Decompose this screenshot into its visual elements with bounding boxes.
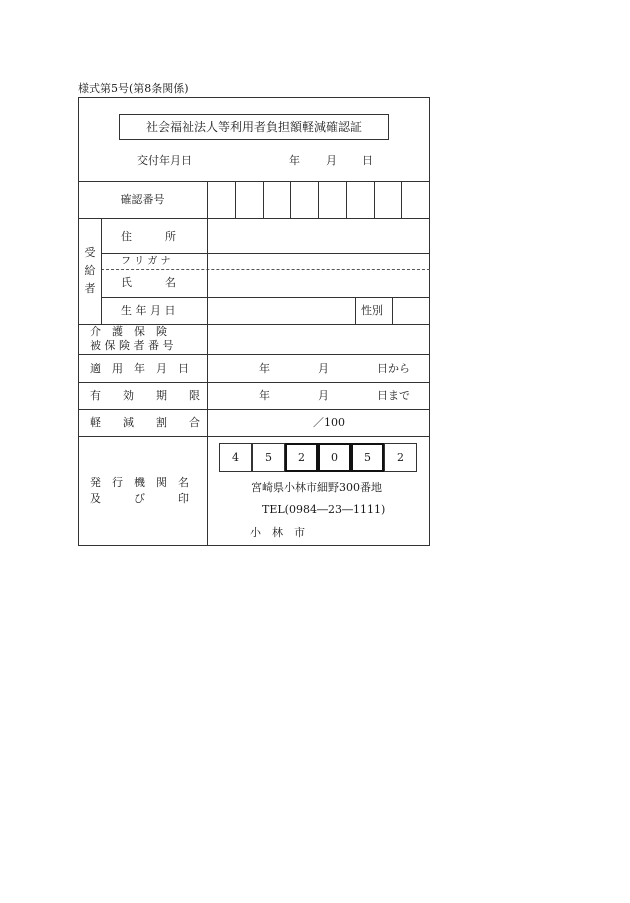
- label-column-separator: [207, 181, 208, 546]
- issue-date-label: 交付年月日: [137, 154, 192, 167]
- divider: [78, 436, 430, 437]
- issuer-code-digit: 5: [351, 443, 384, 472]
- insured-number-label-line2: 被 保 険 者 番 号: [90, 339, 174, 352]
- divider: [78, 409, 430, 410]
- validity-period-month: 月: [318, 389, 329, 402]
- divider: [78, 181, 430, 182]
- sex-separator: [392, 297, 393, 324]
- issuer-label-line2: 及 び 印: [90, 492, 189, 505]
- issuer-code-digit: 5: [252, 443, 285, 472]
- issuer-address: 宮崎県小林市細野300番地: [251, 481, 382, 494]
- divider: [78, 354, 430, 355]
- validity-period-label: 有 効 期 限: [90, 389, 200, 402]
- certificate-title: 社会福祉法人等利用者負担額軽減確認証: [145, 120, 362, 134]
- issue-date-year: 年: [289, 154, 300, 167]
- divider: [101, 253, 430, 254]
- recipient-group-separator: [101, 218, 102, 324]
- divider: [78, 382, 430, 383]
- application-date-month: 月: [318, 362, 329, 375]
- dashed-divider: [101, 269, 430, 270]
- divider: [101, 297, 430, 298]
- sex-separator: [355, 297, 356, 324]
- digit-separator: [263, 181, 264, 218]
- application-date-year: 年: [259, 362, 270, 375]
- issuer-label-line1: 発 行 機 関 名: [90, 476, 189, 489]
- divider: [78, 218, 430, 219]
- reduction-rate-value: ／100: [313, 416, 345, 429]
- digit-separator: [401, 181, 402, 218]
- digit-separator: [235, 181, 236, 218]
- name-label: 氏 名: [121, 276, 176, 289]
- reduction-rate-label: 軽 減 割 合: [90, 416, 200, 429]
- issuer-code-digit: 4: [219, 443, 252, 472]
- sex-label: 性別: [361, 304, 383, 317]
- issuer-code-digit: 2: [384, 443, 417, 472]
- confirmation-number-label: 確認番号: [120, 193, 165, 206]
- issuer-name: 小 林 市: [250, 526, 305, 539]
- validity-period-day: 日まで: [377, 389, 410, 402]
- issue-date-day: 日: [362, 154, 373, 167]
- digit-separator: [346, 181, 347, 218]
- recipient-group-label: 受給者: [84, 246, 96, 295]
- issuer-code-digit: 0: [318, 443, 351, 472]
- furigana-label: フ リ ガ ナ: [121, 256, 171, 267]
- address-label: 住 所: [121, 230, 176, 243]
- insured-number-label-line1: 介 護 保 険: [90, 325, 167, 338]
- digit-separator: [290, 181, 291, 218]
- digit-separator: [374, 181, 375, 218]
- issuer-code-digit: 2: [285, 443, 318, 472]
- application-date-label: 適 用 年 月 日: [90, 362, 189, 375]
- issue-date-month: 月: [326, 154, 337, 167]
- form-number: 様式第5号(第8条関係): [78, 82, 189, 95]
- validity-period-year: 年: [259, 389, 270, 402]
- birthdate-label: 生 年 月 日: [121, 304, 176, 317]
- digit-separator: [318, 181, 319, 218]
- issuer-tel: TEL(0984―23―1111): [262, 503, 386, 516]
- application-date-day: 日から: [377, 362, 410, 375]
